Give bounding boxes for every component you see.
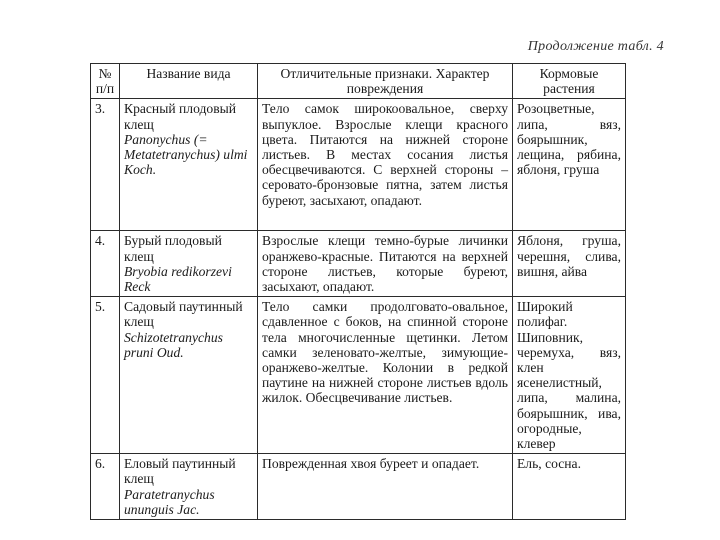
table-row [91,99,626,231]
row-features: Тело самок широкоовальное, сверху выпуклое. Взрослые клещи красного цвета. Питаются на нижней стороне листьев. В местах сосания листья обесцвечиваются. С верхней стороны – серовато-бронзовые пятна, затем листья буреют, засыхают, опадают. [258,99,513,231]
header-name: Название вида [120,64,258,99]
row-num: 4. [91,231,120,297]
species-latin: Paratetranychus ununguis Jac. [124,486,215,517]
header-num: № п/п [91,64,120,99]
species-latin: Panonychus (= Metatetranychus) ulmi Koch. [124,131,248,178]
row-features: Тело самки продолговато-овальное, сдавленное с боков, на спинной стороне тела многочисленные щетинки. Летом самки зеленовато-желтые, зимующие-оранжево-желтые. Колонии в редкой паутине на нижней стороне листьев вдоль жилок. Обесцвечивание листьев. [258,297,513,454]
row-species [120,454,258,520]
species-name: Еловый паутинный клещ [124,456,236,487]
species-name: Садовый паутинный клещ [124,299,243,330]
species-latin: Bryobia redikorzevi Reck [124,263,232,295]
table-row [91,231,626,297]
row-plants: Розоцветные, липа, вяз, боярышник, лещина, рябина, яблоня, груша [513,99,626,231]
table-header-row [91,64,626,99]
row-num: 5. [91,297,120,454]
table-row [91,454,626,520]
species-name: Бурый плодовый клещ [124,233,222,264]
species-latin: Schizotetranychus pruni Oud. [124,329,223,360]
row-num: 3. [91,99,120,231]
row-plants: Широкий полифаг. Шиповник, черемуха, вяз, клен ясенелистный, липа, малина, боярышник, ива, огородные, клевер [513,297,626,454]
pest-table [90,63,626,520]
row-species [120,231,258,297]
header-features: Отличительные признаки. Характер повреждения [258,64,513,99]
row-species [120,99,258,231]
row-plants: Яблоня, груша, черешня, слива, вишня, айва [513,231,626,297]
species-name: Красный плодовый клещ [124,101,237,132]
header-plants: Кормовые растения [513,64,626,99]
row-features: Взрослые клещи темно-бурые личинки оранжево-красные. Питаются на верхней стороне листьев, которые буреют, засыхают, опадают. [258,231,513,297]
row-num: 6. [91,454,120,520]
row-features: Поврежденная хвоя буреет и опадает. [258,454,513,520]
continuation-label: Продолжение табл. 4 [527,39,664,54]
row-species [120,297,258,454]
table-row [91,297,626,454]
row-plants: Ель, сосна. [513,454,626,520]
